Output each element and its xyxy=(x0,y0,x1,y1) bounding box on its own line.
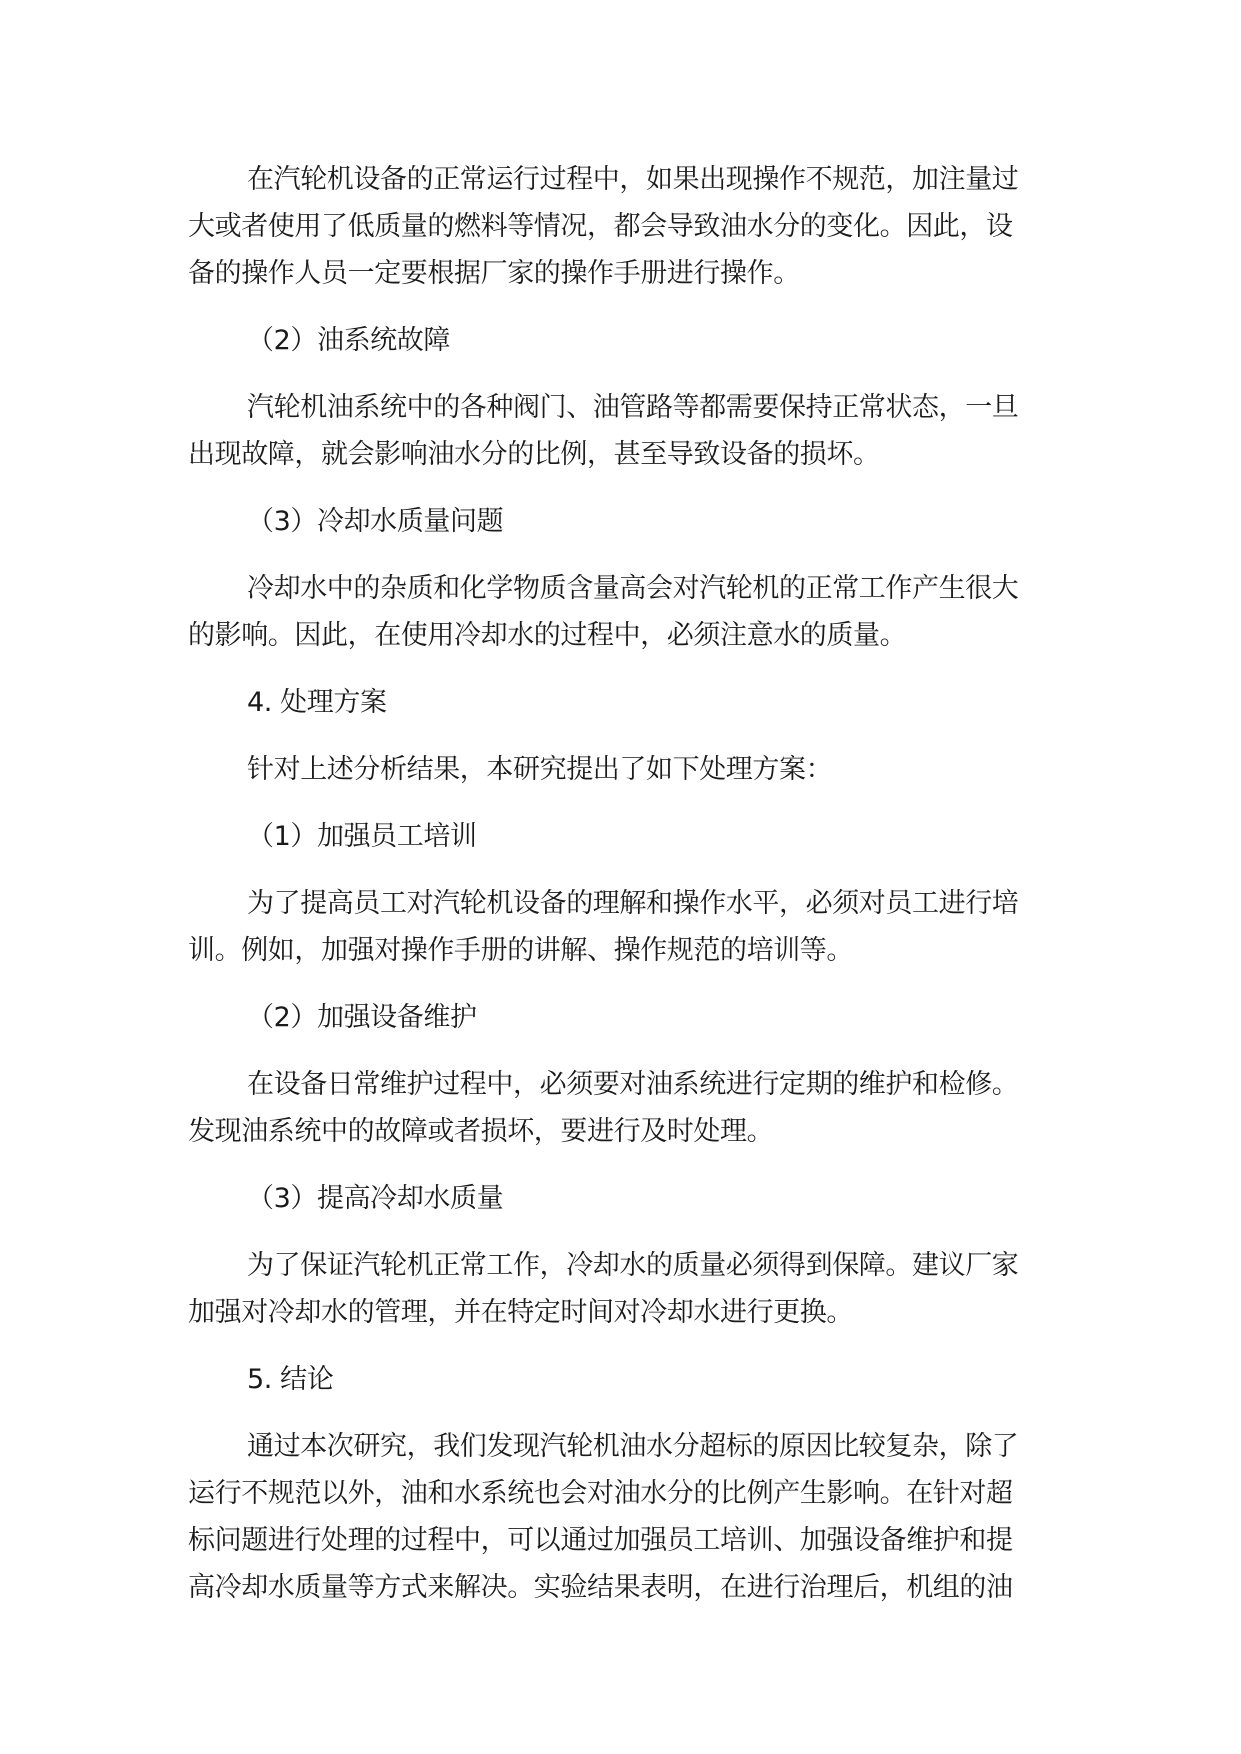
paragraph-line: 为了保证汽轮机正常工作，冷却水的质量必须得到保障。建议厂家 xyxy=(247,1250,1019,1281)
paragraph-line: 运行不规范以外，油和水系统也会对油水分的比例产生影响。在针对超 xyxy=(188,1478,1013,1509)
section-heading: （2）加强设备维护 xyxy=(247,1002,477,1033)
paragraph-line: 出现故障，就会影响油水分的比例，甚至导致设备的损坏。 xyxy=(188,439,880,470)
paragraph-line: 汽轮机油系统中的各种阀门、油管路等都需要保持正常状态，一旦 xyxy=(247,392,1019,423)
paragraph-line: 标问题进行处理的过程中，可以通过加强员工培训、加强设备维护和提 xyxy=(188,1525,1013,1556)
paragraph xyxy=(188,880,1050,974)
paragraph-line: 为了提高员工对汽轮机设备的理解和操作水平，必须对员工进行培 xyxy=(247,888,1019,919)
section-heading: （3）冷却水质量问题 xyxy=(247,506,504,537)
paragraph-line: 备的操作人员一定要根据厂家的操作手册进行操作。 xyxy=(188,258,800,289)
paragraph-line: 在汽轮机设备的正常运行过程中，如果出现操作不规范，加注量过 xyxy=(247,164,1019,195)
paragraph-line: 在设备日常维护过程中，必须要对油系统进行定期的维护和检修。 xyxy=(247,1069,1019,1100)
paragraph xyxy=(188,1242,1050,1336)
paragraph-line: 的影响。因此，在使用冷却水的过程中，必须注意水的质量。 xyxy=(188,620,907,651)
paragraph-line: 冷却水中的杂质和化学物质含量高会对汽轮机的正常工作产生很大 xyxy=(247,573,1019,604)
paragraph xyxy=(188,565,1050,659)
paragraph xyxy=(188,384,1050,478)
section-heading: （1）加强员工培训 xyxy=(247,821,477,852)
paragraph-line: 高冷却水质量等方式来解决。实验结果表明，在进行治理后，机组的油 xyxy=(188,1572,1013,1603)
paragraph xyxy=(188,1423,1050,1611)
document-body xyxy=(188,156,1050,1631)
paragraph-line: 发现油系统中的故障或者损坏，要进行及时处理。 xyxy=(188,1116,774,1147)
paragraph-line: 通过本次研究，我们发现汽轮机油水分超标的原因比较复杂，除了 xyxy=(247,1431,1019,1462)
section-heading: （3）提高冷却水质量 xyxy=(247,1183,504,1214)
paragraph-line: 加强对冷却水的管理，并在特定时间对冷却水进行更换。 xyxy=(188,1297,853,1328)
section-heading: （2）油系统故障 xyxy=(247,325,450,356)
paragraph-line: 训。例如，加强对操作手册的讲解、操作规范的培训等。 xyxy=(188,935,853,966)
paragraph xyxy=(188,156,1050,297)
paragraph xyxy=(188,1061,1050,1155)
section-heading: 针对上述分析结果，本研究提出了如下处理方案： xyxy=(247,754,833,785)
section-heading: 5. 结论 xyxy=(247,1364,334,1395)
paragraph-line: 大或者使用了低质量的燃料等情况，都会导致油水分的变化。因此，设 xyxy=(188,211,1013,242)
section-heading: 4. 处理方案 xyxy=(247,687,387,718)
